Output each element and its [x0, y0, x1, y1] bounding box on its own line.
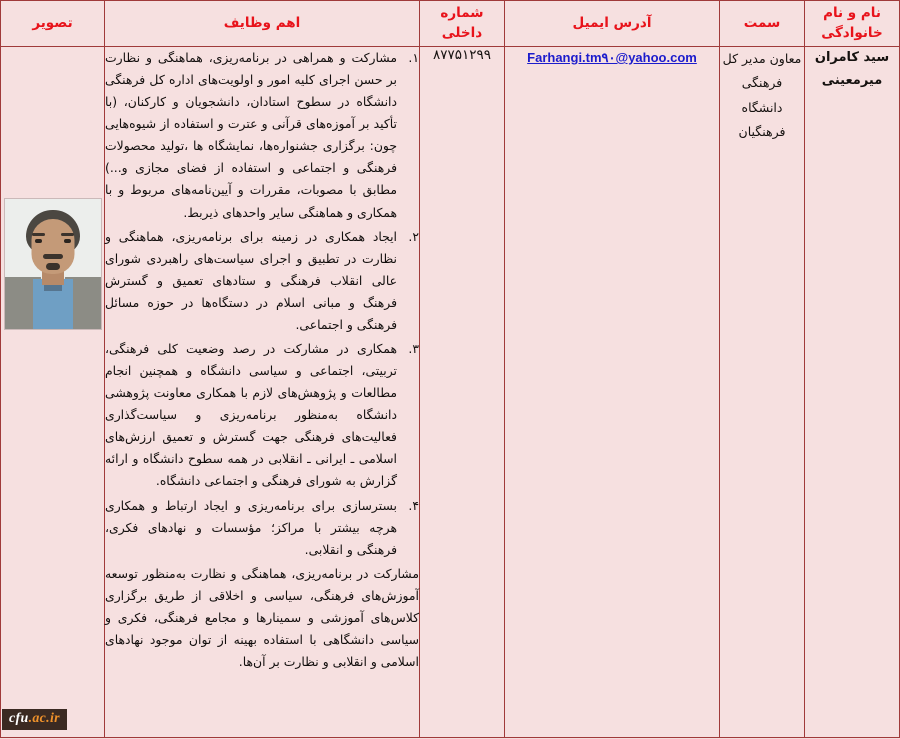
- cell-position: [720, 47, 805, 738]
- watermark-text-secondary: .ac.ir: [28, 711, 60, 726]
- table-row: [1, 47, 900, 738]
- staff-name: سید کامران میرمعینی: [814, 50, 890, 88]
- photo-eyebrow-right: [61, 233, 74, 236]
- header-cell-email: [505, 1, 720, 47]
- header-label-email: آدرس ایمیل: [572, 14, 652, 31]
- cell-image: [1, 47, 105, 738]
- watermark-text-primary: cfu: [9, 711, 29, 726]
- photo-moustache: [43, 254, 63, 259]
- cell-email: [505, 47, 720, 738]
- cell-extension: [420, 47, 505, 738]
- header-cell-name: [805, 1, 900, 47]
- photo-eyebrow-left: [32, 233, 45, 236]
- list-item: ایجاد همکاری در زمینه برای برنامه‌ریزی، هماهنگی و نظارت در تطبیق و اجرای سیاست‌های راهبردی شورای عالی انقلاب فرهنگی و ستادهای تعمیق و گسترش فرهنگ و مبانی اسلام در دستگاه‌ها در حوزه مسائل فرهنگی و اجتماعی.: [105, 228, 397, 332]
- header-cell-duties: [105, 1, 420, 47]
- email-link[interactable]: Farhangi.tm۹۰@yahoo.com: [527, 50, 697, 65]
- duties-list: [105, 47, 419, 561]
- header-label-position: سمت: [743, 14, 781, 31]
- list-item: همکاری در مشارکت در رصد وضعیت کلی فرهنگی، تربیتی، اجتماعی و سیاسی دانشگاه و همچنین انجام مطالعات و پژوهش‌های لازم با همکاری معاونت پژوهشی دانشگاه به‌منظور برنامه‌ریزی و سیاست‌گذاری فعالیت‌های فرهنگی جهت گسترش و تعمیق ارزش‌های اسلامی ـ ایرانی ـ انقلابی در همه سطوح دانشگاه و ارائه گزارش به شورای فرهنگی و اجتماعی دانشگاه.: [105, 341, 397, 489]
- list-item: بسترسازی برای برنامه‌ریزی و ایجاد ارتباط و همکاری هرچه بیشتر با مراکز؛ مؤسسات و نهادهای فکری، فرهنگی و انقلابی.: [105, 497, 397, 557]
- list-item: مشارکت و همراهی در برنامه‌ریزی، هماهنگی و نظارت بر حسن اجرای کلیه امور و اولویت‌های اداره کل فرهنگی دانشگاه در سطوح استادان، دانشجویان و کارکنان، (با تأکید بر آموزه‌های قرآنی و عترت و استفاده از شیوه‌هایی چون: برگزاری جشنواره‌ها، نمایشگاه ها ،تولید محصولات فرهنگی و اجتماعی و استفاده از فضای مجازی و...) مطابق با مصوبات، مقررات و آیین‌نامه‌های مربوط و با همکاری و هماهنگی سایر واحدهای ذیربط.: [105, 50, 397, 220]
- avatar: [5, 199, 101, 329]
- header-label-image: تصویر: [32, 14, 73, 31]
- site-watermark: [2, 709, 67, 730]
- cell-duties: [105, 47, 420, 738]
- photo-eye-right: [64, 239, 71, 243]
- staff-position: معاون مدیر کل فرهنگی دانشگاه فرهنگیان: [722, 51, 802, 140]
- header-label-name: نام و نام خانوادگی: [821, 4, 883, 41]
- header-cell-extension: [420, 1, 505, 47]
- header-label-duties: اهم وظایف: [223, 14, 301, 31]
- duties-trailing-paragraph: مشارکت در برنامه‌ریزی، هماهنگی و نظارت به‌منظور توسعه آموزش‌های فرهنگی، سیاسی و اخلاقی از طریق برگزاری کلاس‌های آموزشی و سمینارها و مجامع فرهنگی، فکری و سیاسی دانشگاهی با استفاده بهینه از توان موجود نهادهای اسلامی و انقلابی و نظارت بر آن‌ها.: [105, 565, 419, 670]
- header-cell-position: [720, 1, 805, 47]
- header-label-extension: شماره داخلی: [440, 4, 484, 41]
- cell-name: [805, 47, 900, 738]
- staff-extension: ۸۷۷۵۱۲۹۹: [432, 47, 491, 63]
- table-header-row: [1, 1, 900, 47]
- photo-beard: [46, 263, 60, 270]
- photo-eye-left: [35, 239, 42, 243]
- header-cell-image: [1, 1, 105, 47]
